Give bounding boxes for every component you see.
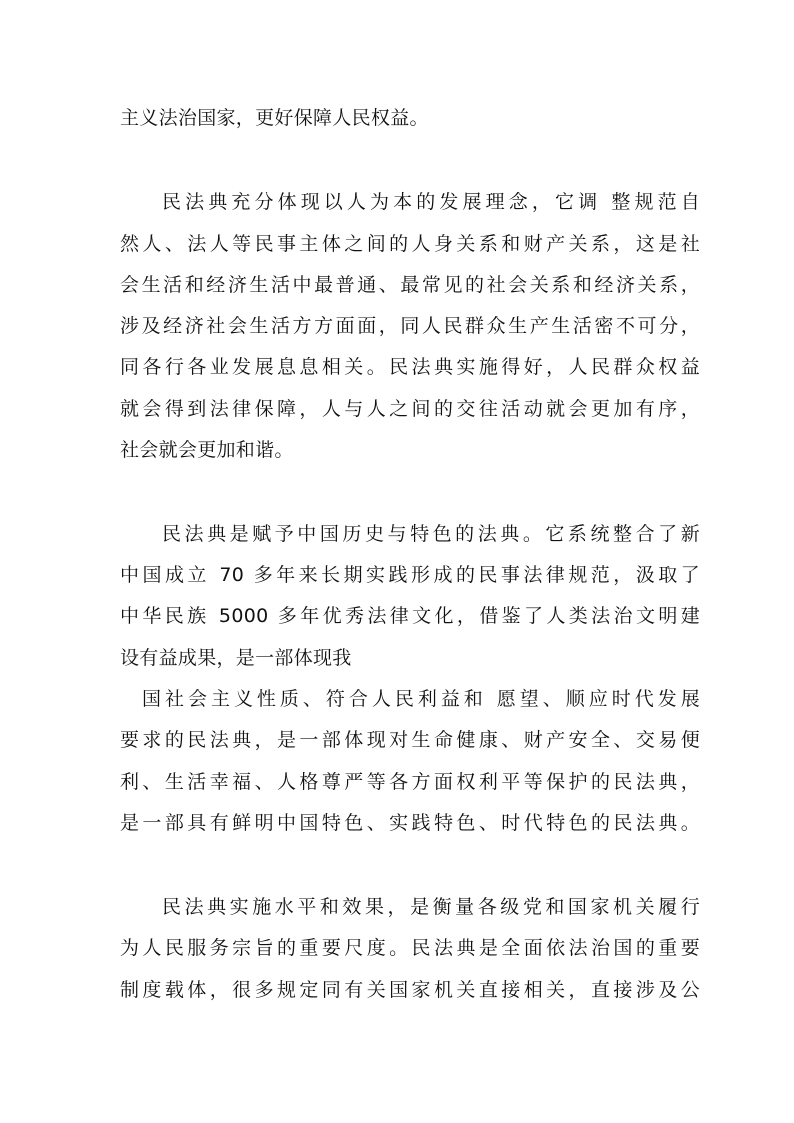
paragraph-4-line-3: 制度载体，很多规定同有关国家机关直接相关，直接涉及公 bbox=[120, 979, 700, 1001]
paragraph-4-line-2: 为人民服务宗旨的重要尺度。民法典是全面依法治国的重要 bbox=[120, 937, 700, 959]
paragraph-3-line-2: 中国成立 70 多年来长期实践形成的民事法律规范，汲取了 bbox=[120, 564, 700, 586]
paragraph-2-line-3: 会生活和经济生活中最普通、最常见的社会关系和经济关系， bbox=[120, 274, 700, 296]
paragraph-2-line-6: 就会得到法律保障，人与人之间的交往活动就会更加有序， bbox=[120, 398, 700, 420]
paragraph-3-line-3: 中华民族 5000 多年优秀法律文化，借鉴了人类法治文明建 bbox=[120, 605, 700, 627]
paragraph-2-line-5: 同各行各业发展息息相关。民法典实施得好，人民群众权益 bbox=[120, 356, 700, 378]
paragraph-3-line-5: 国社会主义性质、符合人民利益和 愿望、顺应时代发展 bbox=[142, 688, 700, 710]
paragraph-1-line-1: 主义法治国家，更好保障人民权益。 bbox=[120, 107, 429, 129]
paragraph-3-line-4: 设有益成果，是一部体现我 bbox=[120, 647, 352, 669]
paragraph-3-line-7: 利、生活幸福、人格尊严等各方面权利平等保护的民法典， bbox=[120, 771, 700, 793]
paragraph-3-line-8: 是一部具有鲜明中国特色、实践特色、时代特色的民法典。 bbox=[120, 812, 700, 834]
paragraph-2-line-4: 涉及经济社会生活方方面面，同人民群众生产生活密不可分， bbox=[120, 315, 700, 337]
paragraph-2-line-7: 社会就会更加和谐。 bbox=[120, 439, 294, 461]
paragraph-3-line-6: 要求的民法典，是一部体现对生命健康、财产安全、交易便 bbox=[120, 729, 700, 751]
paragraph-2-line-1: 民法典充分体现以人为本的发展理念，它调 整规范自 bbox=[162, 191, 700, 213]
paragraph-4-line-1: 民法典实施水平和效果，是衡量各级党和国家机关履行 bbox=[162, 896, 700, 918]
paragraph-3-line-1: 民法典是赋予中国历史与特色的法典。它系统整合了新 bbox=[162, 523, 700, 545]
paragraph-2-line-2: 然人、法人等民事主体之间的人身关系和财产关系，这是社 bbox=[120, 233, 700, 255]
